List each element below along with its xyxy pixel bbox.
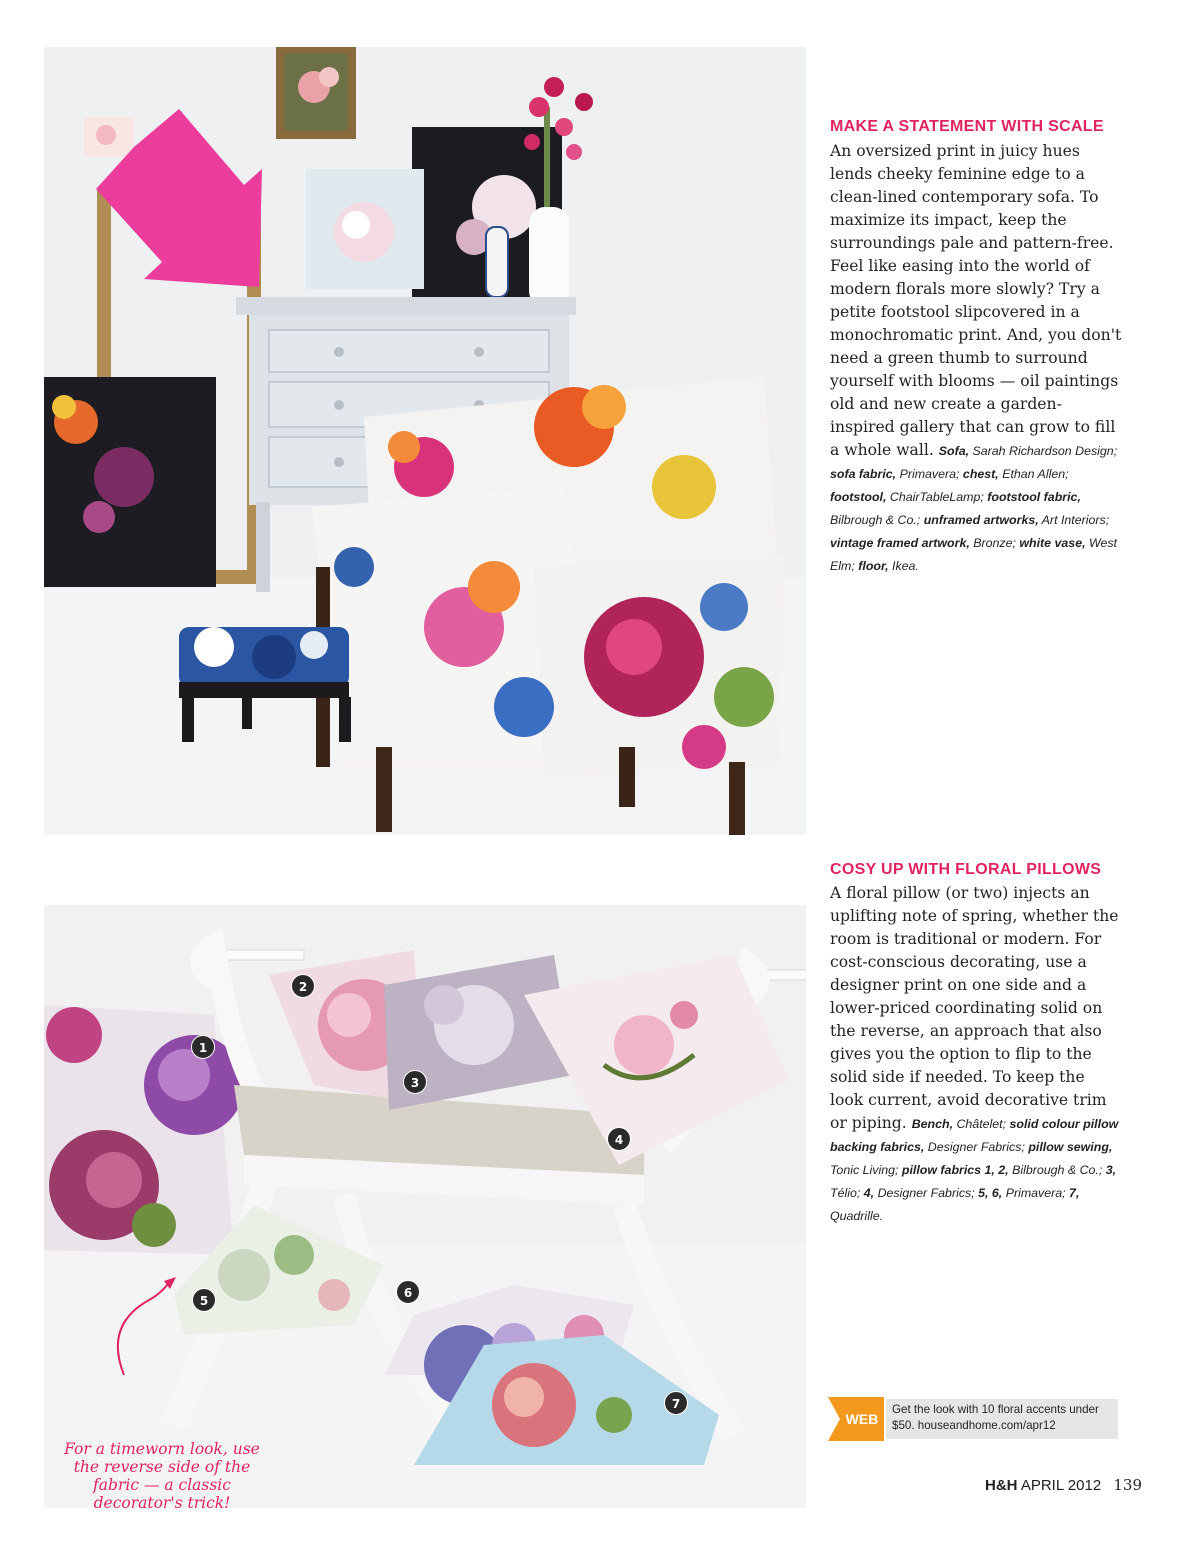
section1-heading: MAKE A STATEMENT WITH SCALE <box>830 118 1104 135</box>
credit-source: Tonic Living; <box>830 1163 899 1177</box>
pillow-number-badge: 2 <box>291 974 315 998</box>
web-promo[interactable] <box>828 1397 1118 1441</box>
section2-body-text: A floral pillow (or two) injects an uplifting note of spring, whether the room is traditional or modern. For cost-conscious decorating, use a designer print on one side and a lower-priced coordinating solid on the reverse, an approach that also gives you the option to flip to the solid side if needed. To keep the look current, avoid decorative trim or piping. <box>830 884 1119 1132</box>
folio-issue: APRIL 2012 <box>1020 1477 1102 1494</box>
credit-source: Bilbrough & Co.; <box>1012 1163 1103 1177</box>
credit-source: West Elm; <box>830 536 1117 573</box>
credit-source: Designer Fabrics; <box>927 1140 1025 1154</box>
pillow-number-badge: 1 <box>191 1035 215 1059</box>
credit-label: white vase, <box>1019 536 1086 550</box>
credit-source: Bilbrough & Co.; <box>830 513 921 527</box>
credit-source: Sarah Richardson Design; <box>972 444 1118 458</box>
pillow-number-badge: 3 <box>403 1070 427 1094</box>
credit-source: Ethan Allen; <box>1002 467 1069 481</box>
credit-label: 7, <box>1069 1186 1080 1200</box>
credit-label: 3, <box>1105 1163 1117 1177</box>
callout-tip: For a timeworn look, use the reverse side of the fabric — a classic decorator's trick! <box>64 1440 260 1512</box>
credit-label: footstool, <box>830 490 887 504</box>
section1-body-text: An oversized print in juicy hues lends cheeky feminine edge to a clean-lined contemporary sofa. To maximize its impact, keep the surroundings pale and pattern-free. Feel like easing into the world of modern florals more slowly? Try a petite footstool slipcovered in a monochromatic print. And, you don't need a green thumb to surround yourself with blooms — oil paintings old and new create a garden-inspired gallery that can grow to fill a whole wall. <box>830 142 1122 459</box>
section2-credits <box>830 1117 1118 1223</box>
credit-source: Primavera; <box>1005 1186 1066 1200</box>
credit-source: Châtelet; <box>956 1117 1007 1131</box>
credit-source: Bronze; <box>973 536 1016 550</box>
pillow-number-badge: 4 <box>607 1127 631 1151</box>
web-link-text[interactable]: Get the look with 10 floral accents under $50. houseandhome.com/apr12 <box>886 1399 1118 1439</box>
credit-label: floor, <box>858 559 889 573</box>
sofa-photo <box>44 47 806 835</box>
credit-label: vintage framed artwork, <box>830 536 970 550</box>
credit-source: ChairTableLamp; <box>889 490 984 504</box>
section1-body <box>830 140 1122 577</box>
pillows-photo <box>44 905 806 1508</box>
credit-source: Télio; <box>830 1186 861 1200</box>
page-number: 139 <box>1113 1476 1142 1494</box>
credit-label: 4, <box>863 1186 875 1200</box>
credit-source: Art Interiors; <box>1041 513 1110 527</box>
pillow-number-badge: 6 <box>396 1280 420 1304</box>
page-folio <box>985 1476 1142 1494</box>
credit-source: Designer Fabrics; <box>877 1186 975 1200</box>
credit-source: Quadrille. <box>830 1209 884 1223</box>
pillow-number-badge: 7 <box>664 1391 688 1415</box>
credit-source: Ikea. <box>892 559 919 573</box>
credit-label: unframed artworks, <box>923 513 1039 527</box>
section1-credits <box>830 444 1117 573</box>
credit-label: Sofa, <box>938 444 970 458</box>
section2-heading: COSY UP WITH FLORAL PILLOWS <box>830 861 1102 878</box>
web-label: WEB <box>845 1411 879 1427</box>
credit-source: Primavera; <box>899 467 960 481</box>
credit-label: pillow fabrics 1, 2, <box>901 1163 1009 1177</box>
credit-label: chest, <box>962 467 999 481</box>
credit-label: Bench, <box>911 1117 954 1131</box>
credit-label: footstool fabric, <box>987 490 1081 504</box>
credit-label: 5, 6, <box>978 1186 1003 1200</box>
credit-label: pillow sewing, <box>1028 1140 1113 1154</box>
section2-body <box>830 882 1122 1227</box>
credit-label: sofa fabric, <box>830 467 897 481</box>
pillow-number-badge: 5 <box>192 1288 216 1312</box>
folio-brand: H&H <box>985 1477 1018 1494</box>
credit-label: solid colour pillow backing fabrics, <box>830 1117 1119 1154</box>
